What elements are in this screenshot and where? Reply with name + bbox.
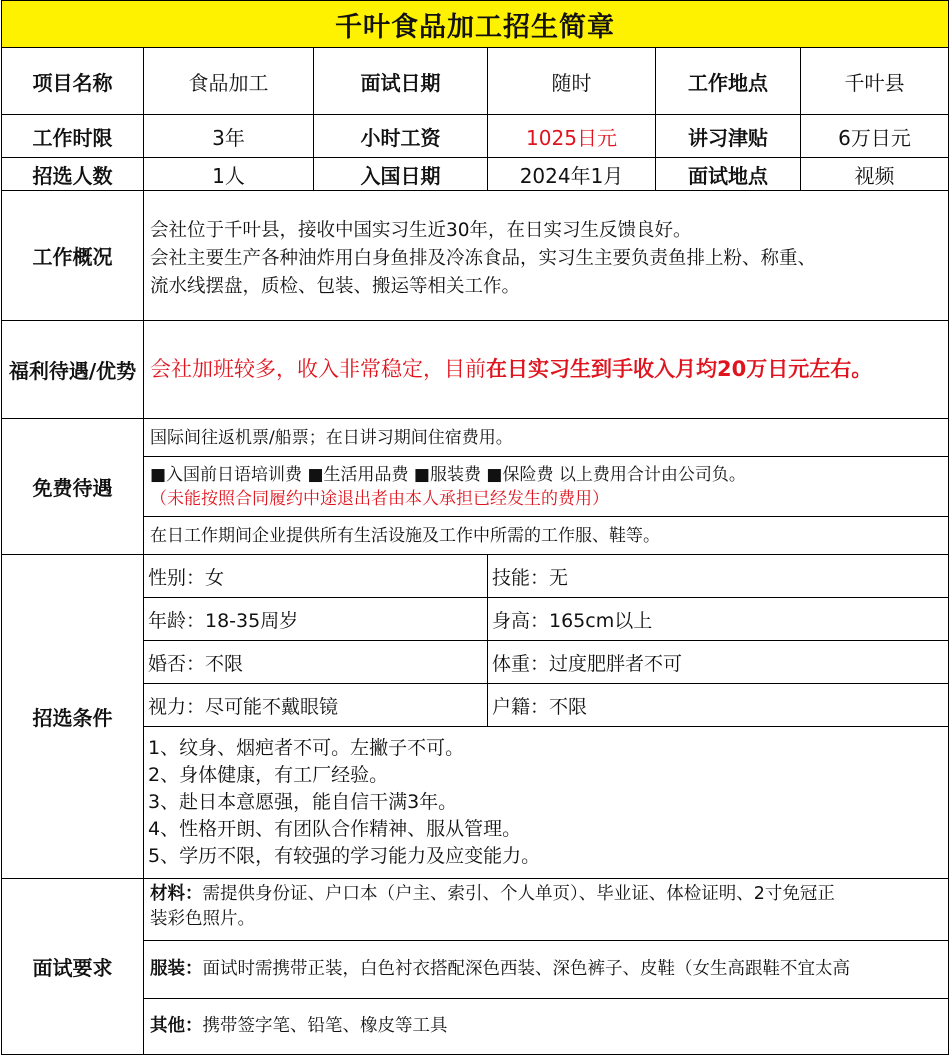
overview-label: 工作概况: [2, 191, 144, 321]
overview-line: 会社位于千叶县，接收中国实习生近30年，在日实习生反馈良好。: [150, 220, 692, 241]
condition-height: 身高：165cm以上: [488, 598, 949, 641]
allowance-label: 讲习津贴: [656, 115, 801, 158]
recruitment-table: [1, 0, 949, 1055]
condition-marital: 婚否：不限: [144, 641, 488, 684]
interview-place-label: 面试地点: [656, 158, 801, 191]
clothing-text: 面试时需携带正装，白色衬衣搭配深色西装、深色裤子、皮鞋（女生高跟鞋不宜太高: [202, 959, 850, 979]
welfare-text-b: 在日实习生到手收入月均20万日元左右。: [486, 357, 873, 381]
conditions-label: 招选条件: [2, 555, 144, 879]
materials-line-1: 需提供身份证、户口本（户主、索引、个人单页）、毕业证、体检证明、2寸免冠正: [202, 884, 835, 904]
interview-place-value: 视频: [801, 158, 949, 191]
welfare-text-a: 会社加班较多，收入非常稳定，目前: [150, 357, 486, 381]
overview-line: 流水线摆盘，质检、包装、搬运等相关工作。: [150, 276, 521, 297]
interview-other: [144, 999, 949, 1055]
clothing-label: 服装：: [150, 959, 203, 979]
term-label: 工作时限: [2, 115, 144, 158]
condition-vision: 视力：尽可能不戴眼镜: [144, 684, 488, 727]
overview-line: 会社主要生产各种油炸用白身鱼排及冷冻食品，实习生主要负责鱼排上粉、称重、: [150, 248, 817, 269]
interview-clothing: [144, 941, 949, 999]
allowance-value: 6万日元: [801, 115, 949, 158]
condition-item: 1、纹身、烟疤者不可。左撇子不可。: [148, 737, 465, 759]
entry-date-value: 2024年1月: [488, 158, 656, 191]
condition-skill: 技能：无: [488, 555, 949, 598]
project-name-label: 项目名称: [2, 48, 144, 115]
overview-text: [144, 191, 949, 321]
page-title: 千叶食品加工招生简章: [2, 1, 949, 48]
free-line-3: （未能按照合同履约中途退出者由本人承担已经发生的费用）: [150, 488, 609, 509]
condition-age: 年龄：18-35周岁: [144, 598, 488, 641]
welfare-label: 福利待遇/优势: [2, 321, 144, 419]
headcount-value: 1人: [144, 158, 314, 191]
free-line-2-cell: [144, 457, 949, 517]
condition-item: 2、身体健康，有工厂经验。: [148, 764, 389, 786]
interview-materials: [144, 879, 949, 941]
free-line-2: ■入国前日语培训费 ■生活用品费 ■服装费 ■保险费 以上费用合计由公司负。: [150, 464, 746, 485]
project-name-value: 食品加工: [144, 48, 314, 115]
free-line-4: 在日工作期间企业提供所有生活设施及工作中所需的工作服、鞋等。: [144, 517, 949, 555]
conditions-list: [144, 727, 949, 879]
free-label: 免费待遇: [2, 419, 144, 555]
condition-gender: 性别：女: [144, 555, 488, 598]
condition-item: 5、学历不限，有较强的学习能力及应变能力。: [148, 845, 541, 867]
materials-label: 材料：: [150, 884, 203, 904]
term-value: 3年: [144, 115, 314, 158]
entry-date-label: 入国日期: [314, 158, 488, 191]
other-text: 携带签字笔、铅笔、橡皮等工具: [202, 1016, 448, 1036]
hourly-wage-label: 小时工资: [314, 115, 488, 158]
interview-date-label: 面试日期: [314, 48, 488, 115]
hourly-wage-value: 1025日元: [488, 115, 656, 158]
work-location-value: 千叶县: [801, 48, 949, 115]
interview-date-value: 随时: [488, 48, 656, 115]
free-line-1: 国际间往返机票/船票；在日讲习期间住宿费用。: [144, 419, 949, 457]
welfare-text: [144, 321, 949, 419]
condition-item: 3、赴日本意愿强，能自信干满3年。: [148, 791, 458, 813]
headcount-label: 招选人数: [2, 158, 144, 191]
work-location-label: 工作地点: [656, 48, 801, 115]
other-label: 其他：: [150, 1016, 203, 1036]
condition-item: 4、性格开朗、有团队合作精神、服从管理。: [148, 818, 522, 840]
condition-household: 户籍：不限: [488, 684, 949, 727]
condition-weight: 体重：过度肥胖者不可: [488, 641, 949, 684]
materials-line-2: 装彩色照片。: [150, 909, 255, 929]
interview-label: 面试要求: [2, 879, 144, 1055]
